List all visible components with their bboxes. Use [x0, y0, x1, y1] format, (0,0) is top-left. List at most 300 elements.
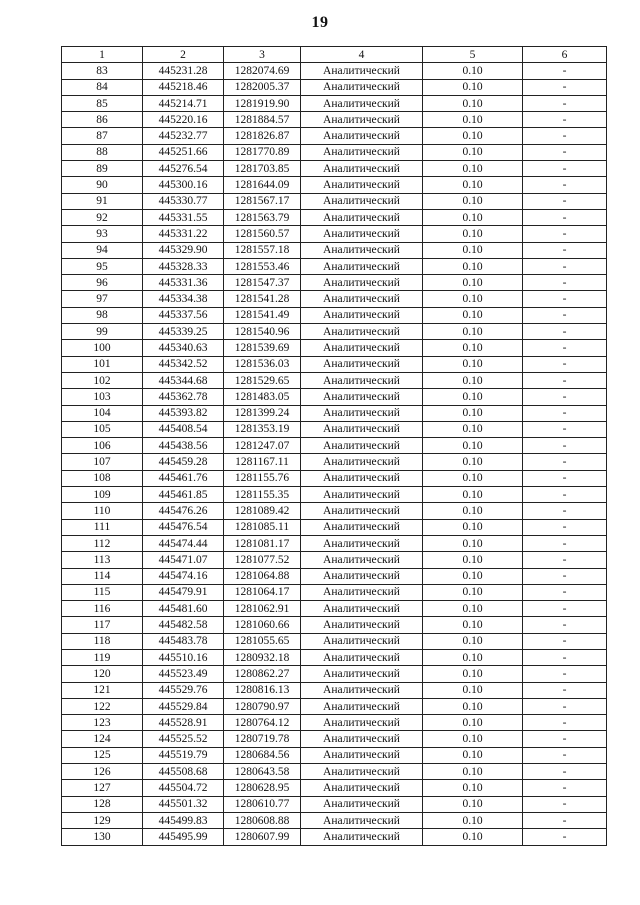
table-cell: 445501.32: [143, 796, 224, 812]
table-cell: 445328.33: [143, 258, 224, 274]
table-cell: 445344.68: [143, 372, 224, 388]
table-cell: Аналитический: [301, 128, 423, 144]
table-cell: 445276.54: [143, 161, 224, 177]
page-number: 19: [311, 14, 329, 31]
table-cell: 445474.44: [143, 535, 224, 551]
table-cell: -: [523, 584, 607, 600]
table-cell: 124: [62, 731, 143, 747]
table-cell: Аналитический: [301, 698, 423, 714]
table-cell: 1281557.18: [224, 242, 301, 258]
table-cell: 0.10: [423, 454, 523, 470]
table-row: [62, 258, 607, 274]
table-cell: Аналитический: [301, 324, 423, 340]
table-cell: 121: [62, 682, 143, 698]
table-cell: -: [523, 780, 607, 796]
table-cell: 0.10: [423, 584, 523, 600]
table-row: [62, 812, 607, 828]
table-cell: 129: [62, 812, 143, 828]
table-cell: -: [523, 79, 607, 95]
table-row: [62, 487, 607, 503]
table-cell: 0.10: [423, 226, 523, 242]
table-row: [62, 275, 607, 291]
table-cell: 0.10: [423, 535, 523, 551]
table-cell: 1281167.11: [224, 454, 301, 470]
table-row: [62, 405, 607, 421]
table-cell: 1281536.03: [224, 356, 301, 372]
table-row: [62, 177, 607, 193]
table-cell: 445471.07: [143, 552, 224, 568]
table-cell: 445218.46: [143, 79, 224, 95]
table-cell: 127: [62, 780, 143, 796]
table-cell: 1280607.99: [224, 829, 301, 845]
table-cell: 1281567.17: [224, 193, 301, 209]
table-cell: 0.10: [423, 112, 523, 128]
table-cell: 126: [62, 764, 143, 780]
table-cell: 445214.71: [143, 95, 224, 111]
table-cell: 102: [62, 372, 143, 388]
table-cell: 96: [62, 275, 143, 291]
table-cell: Аналитический: [301, 177, 423, 193]
table-cell: 105: [62, 421, 143, 437]
table-cell: 92: [62, 209, 143, 225]
table-cell: 1281085.11: [224, 519, 301, 535]
table-cell: 0.10: [423, 715, 523, 731]
table-cell: Аналитический: [301, 535, 423, 551]
table-cell: 112: [62, 535, 143, 551]
table-cell: 445393.82: [143, 405, 224, 421]
table-cell: -: [523, 617, 607, 633]
table-cell: Аналитический: [301, 601, 423, 617]
table-cell: -: [523, 63, 607, 79]
table-cell: 0.10: [423, 698, 523, 714]
table-cell: Аналитический: [301, 291, 423, 307]
table-row: [62, 715, 607, 731]
table-cell: Аналитический: [301, 552, 423, 568]
table-cell: -: [523, 356, 607, 372]
table-cell: 445499.83: [143, 812, 224, 828]
table-row: [62, 438, 607, 454]
table-cell: Аналитический: [301, 682, 423, 698]
table-cell: 0.10: [423, 340, 523, 356]
table-cell: Аналитический: [301, 519, 423, 535]
table-cell: 445331.36: [143, 275, 224, 291]
table-cell: 0.10: [423, 487, 523, 503]
table-cell: 445438.56: [143, 438, 224, 454]
table-cell: 0.10: [423, 470, 523, 486]
table-row: [62, 79, 607, 95]
table-cell: 1280932.18: [224, 649, 301, 665]
table-cell: -: [523, 519, 607, 535]
table-cell: 0.10: [423, 633, 523, 649]
table-cell: Аналитический: [301, 95, 423, 111]
table-row: [62, 568, 607, 584]
table-cell: Аналитический: [301, 405, 423, 421]
table-cell: -: [523, 731, 607, 747]
table-cell: Аналитический: [301, 275, 423, 291]
table-cell: -: [523, 812, 607, 828]
table-header-row: [62, 47, 607, 63]
table-cell: Аналитический: [301, 731, 423, 747]
table-cell: 110: [62, 503, 143, 519]
table-cell: -: [523, 421, 607, 437]
table-cell: 0.10: [423, 389, 523, 405]
table-body: [62, 63, 607, 845]
table-cell: 445329.90: [143, 242, 224, 258]
table-cell: 0.10: [423, 682, 523, 698]
table-cell: Аналитический: [301, 470, 423, 486]
table-cell: 445495.99: [143, 829, 224, 845]
table-cell: 106: [62, 438, 143, 454]
table-cell: 445251.66: [143, 144, 224, 160]
table-cell: -: [523, 95, 607, 111]
table-cell: -: [523, 242, 607, 258]
table-cell: Аналитический: [301, 421, 423, 437]
table-cell: 445523.49: [143, 666, 224, 682]
table-cell: 88: [62, 144, 143, 160]
table-cell: Аналитический: [301, 144, 423, 160]
table-cell: -: [523, 470, 607, 486]
table-cell: 0.10: [423, 291, 523, 307]
table-cell: 113: [62, 552, 143, 568]
table-cell: -: [523, 275, 607, 291]
table-cell: 122: [62, 698, 143, 714]
table-cell: -: [523, 764, 607, 780]
table-cell: Аналитический: [301, 112, 423, 128]
table-cell: -: [523, 389, 607, 405]
table-cell: 0.10: [423, 128, 523, 144]
table-row: [62, 698, 607, 714]
table-cell: 1282005.37: [224, 79, 301, 95]
table-cell: Аналитический: [301, 812, 423, 828]
table-row: [62, 356, 607, 372]
table-row: [62, 617, 607, 633]
table-cell: 0.10: [423, 209, 523, 225]
table-cell: 0.10: [423, 747, 523, 763]
table-cell: 1281770.89: [224, 144, 301, 160]
table-cell: 445362.78: [143, 389, 224, 405]
table-cell: Аналитический: [301, 780, 423, 796]
table-cell: 0.10: [423, 193, 523, 209]
table-row: [62, 633, 607, 649]
table-cell: 445232.77: [143, 128, 224, 144]
table-cell: 445461.85: [143, 487, 224, 503]
table-cell: 1280610.77: [224, 796, 301, 812]
table-cell: Аналитический: [301, 764, 423, 780]
table-cell: 1281541.28: [224, 291, 301, 307]
table-cell: 1281247.07: [224, 438, 301, 454]
table-cell: Аналитический: [301, 79, 423, 95]
table-cell: -: [523, 226, 607, 242]
table-cell: -: [523, 112, 607, 128]
table-row: [62, 747, 607, 763]
table-cell: -: [523, 144, 607, 160]
table-cell: 1281155.76: [224, 470, 301, 486]
table-cell: 1280816.13: [224, 682, 301, 698]
table-row: [62, 193, 607, 209]
table-cell: 118: [62, 633, 143, 649]
table-cell: 98: [62, 307, 143, 323]
column-header: 4: [301, 47, 423, 63]
table-cell: 0.10: [423, 144, 523, 160]
table-row: [62, 731, 607, 747]
table-cell: Аналитический: [301, 258, 423, 274]
table-cell: 1281399.24: [224, 405, 301, 421]
table-cell: Аналитический: [301, 356, 423, 372]
table-cell: 90: [62, 177, 143, 193]
table-cell: 1281064.17: [224, 584, 301, 600]
table-cell: 83: [62, 63, 143, 79]
table-cell: Аналитический: [301, 161, 423, 177]
table-cell: 445331.55: [143, 209, 224, 225]
table-cell: 0.10: [423, 601, 523, 617]
table-cell: -: [523, 715, 607, 731]
table-cell: 1281541.49: [224, 307, 301, 323]
coordinates-table: [61, 46, 607, 846]
table-cell: -: [523, 552, 607, 568]
table-cell: 445476.54: [143, 519, 224, 535]
table-row: [62, 421, 607, 437]
table-cell: 109: [62, 487, 143, 503]
table-cell: 1281644.09: [224, 177, 301, 193]
table-row: [62, 324, 607, 340]
table-cell: 1280862.27: [224, 666, 301, 682]
table-cell: -: [523, 128, 607, 144]
table-cell: 445339.25: [143, 324, 224, 340]
table-cell: 0.10: [423, 161, 523, 177]
column-header: 3: [224, 47, 301, 63]
table-cell: Аналитический: [301, 389, 423, 405]
table-cell: Аналитический: [301, 193, 423, 209]
table-cell: 111: [62, 519, 143, 535]
table-cell: 0.10: [423, 63, 523, 79]
table-cell: 1281060.66: [224, 617, 301, 633]
table-cell: -: [523, 535, 607, 551]
table-cell: 0.10: [423, 812, 523, 828]
table-cell: 1281529.65: [224, 372, 301, 388]
table-cell: Аналитический: [301, 796, 423, 812]
table-cell: Аналитический: [301, 617, 423, 633]
table-cell: 445525.52: [143, 731, 224, 747]
table-cell: Аналитический: [301, 666, 423, 682]
table-cell: 1280643.58: [224, 764, 301, 780]
table-cell: 0.10: [423, 242, 523, 258]
table-cell: 445481.60: [143, 601, 224, 617]
table-cell: -: [523, 601, 607, 617]
table-cell: 0.10: [423, 258, 523, 274]
table-cell: 103: [62, 389, 143, 405]
table-cell: 1281055.65: [224, 633, 301, 649]
table-cell: 101: [62, 356, 143, 372]
table-cell: 104: [62, 405, 143, 421]
table-row: [62, 601, 607, 617]
table-cell: 1281353.19: [224, 421, 301, 437]
table-cell: 0.10: [423, 764, 523, 780]
table-cell: -: [523, 698, 607, 714]
table-cell: Аналитический: [301, 715, 423, 731]
table-cell: -: [523, 503, 607, 519]
table-cell: 0.10: [423, 503, 523, 519]
table-row: [62, 552, 607, 568]
table-cell: 108: [62, 470, 143, 486]
table-row: [62, 340, 607, 356]
table-cell: 1280719.78: [224, 731, 301, 747]
table-cell: 445459.28: [143, 454, 224, 470]
table-row: [62, 666, 607, 682]
table-cell: 0.10: [423, 79, 523, 95]
table-row: [62, 519, 607, 535]
table-cell: 0.10: [423, 356, 523, 372]
column-header: 6: [523, 47, 607, 63]
table-cell: 95: [62, 258, 143, 274]
table-cell: 1281064.88: [224, 568, 301, 584]
table-cell: 123: [62, 715, 143, 731]
table-cell: 0.10: [423, 649, 523, 665]
table-cell: 445220.16: [143, 112, 224, 128]
table-cell: Аналитический: [301, 503, 423, 519]
table-cell: 115: [62, 584, 143, 600]
table-cell: 1281089.42: [224, 503, 301, 519]
table-cell: 445508.68: [143, 764, 224, 780]
table-cell: -: [523, 568, 607, 584]
table-cell: 1281703.85: [224, 161, 301, 177]
table-cell: 0.10: [423, 796, 523, 812]
column-header: 2: [143, 47, 224, 63]
table-cell: -: [523, 649, 607, 665]
table-cell: 445474.16: [143, 568, 224, 584]
table-cell: 114: [62, 568, 143, 584]
table-cell: 445340.63: [143, 340, 224, 356]
table-cell: 0.10: [423, 438, 523, 454]
table-cell: 445331.22: [143, 226, 224, 242]
table-cell: 1280764.12: [224, 715, 301, 731]
table-row: [62, 470, 607, 486]
table-row: [62, 209, 607, 225]
table-cell: Аналитический: [301, 242, 423, 258]
table-cell: 100: [62, 340, 143, 356]
table-cell: 445300.16: [143, 177, 224, 193]
table-cell: 0.10: [423, 95, 523, 111]
table-row: [62, 95, 607, 111]
table-cell: 1281077.52: [224, 552, 301, 568]
table-cell: Аналитический: [301, 633, 423, 649]
table-cell: 91: [62, 193, 143, 209]
table-cell: -: [523, 193, 607, 209]
table-cell: 128: [62, 796, 143, 812]
table-cell: -: [523, 633, 607, 649]
table-cell: 1281081.17: [224, 535, 301, 551]
table-cell: 130: [62, 829, 143, 845]
table-cell: Аналитический: [301, 340, 423, 356]
table-cell: 116: [62, 601, 143, 617]
table-cell: 445528.91: [143, 715, 224, 731]
table-cell: -: [523, 177, 607, 193]
table-cell: 0.10: [423, 519, 523, 535]
table-row: [62, 161, 607, 177]
table-cell: 0.10: [423, 177, 523, 193]
table-cell: Аналитический: [301, 307, 423, 323]
table-cell: Аналитический: [301, 372, 423, 388]
table-cell: -: [523, 796, 607, 812]
table-cell: 0.10: [423, 666, 523, 682]
table-cell: Аналитический: [301, 829, 423, 845]
table-cell: 1281563.79: [224, 209, 301, 225]
table-cell: 99: [62, 324, 143, 340]
table-cell: 1281539.69: [224, 340, 301, 356]
table-cell: -: [523, 682, 607, 698]
table-cell: Аналитический: [301, 209, 423, 225]
column-header: 1: [62, 47, 143, 63]
table-cell: -: [523, 405, 607, 421]
table-cell: 0.10: [423, 421, 523, 437]
table-cell: 445408.54: [143, 421, 224, 437]
table-header: [62, 47, 607, 63]
table-row: [62, 372, 607, 388]
table-cell: 87: [62, 128, 143, 144]
table-row: [62, 454, 607, 470]
table-cell: 1280628.95: [224, 780, 301, 796]
table-cell: 445479.91: [143, 584, 224, 600]
table-row: [62, 389, 607, 405]
table-cell: -: [523, 161, 607, 177]
table-cell: Аналитический: [301, 568, 423, 584]
table-cell: 0.10: [423, 552, 523, 568]
table-row: [62, 63, 607, 79]
table-cell: Аналитический: [301, 63, 423, 79]
table-row: [62, 682, 607, 698]
table-cell: 445330.77: [143, 193, 224, 209]
table-row: [62, 242, 607, 258]
table-row: [62, 112, 607, 128]
table-cell: 1281155.35: [224, 487, 301, 503]
table-row: [62, 128, 607, 144]
table-cell: 445510.16: [143, 649, 224, 665]
table-cell: 0.10: [423, 568, 523, 584]
table-cell: 1281547.37: [224, 275, 301, 291]
table-cell: 445504.72: [143, 780, 224, 796]
table-cell: Аналитический: [301, 487, 423, 503]
table-cell: 86: [62, 112, 143, 128]
table-cell: 1280608.88: [224, 812, 301, 828]
table-cell: 445529.76: [143, 682, 224, 698]
table-cell: 125: [62, 747, 143, 763]
table-row: [62, 226, 607, 242]
table-cell: 1281826.87: [224, 128, 301, 144]
table-cell: -: [523, 438, 607, 454]
table-cell: 0.10: [423, 275, 523, 291]
table-cell: -: [523, 454, 607, 470]
table-cell: -: [523, 209, 607, 225]
table-row: [62, 307, 607, 323]
table-cell: 0.10: [423, 780, 523, 796]
table-row: [62, 584, 607, 600]
table-cell: 1280790.97: [224, 698, 301, 714]
table-row: [62, 649, 607, 665]
table-cell: 1280684.56: [224, 747, 301, 763]
table-cell: 0.10: [423, 324, 523, 340]
table-row: [62, 503, 607, 519]
table-cell: Аналитический: [301, 226, 423, 242]
table-cell: 89: [62, 161, 143, 177]
table-cell: 445337.56: [143, 307, 224, 323]
table-row: [62, 829, 607, 845]
table-cell: 0.10: [423, 307, 523, 323]
table-cell: 1281560.57: [224, 226, 301, 242]
table-cell: -: [523, 666, 607, 682]
table-cell: 0.10: [423, 829, 523, 845]
table-row: [62, 144, 607, 160]
table-cell: 1281553.46: [224, 258, 301, 274]
table-cell: 445482.58: [143, 617, 224, 633]
